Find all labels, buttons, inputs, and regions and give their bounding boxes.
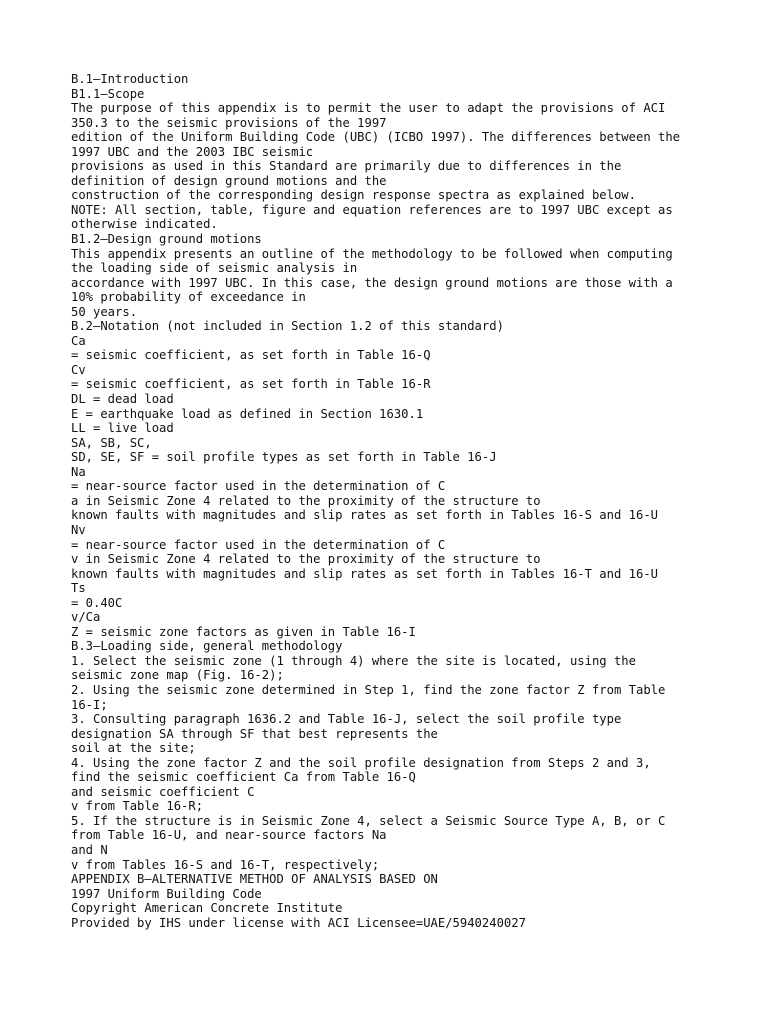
notation-symbol: Na [71, 464, 86, 479]
text-line: This appendix presents an outline of the methodology to be followed when computing [71, 246, 673, 261]
notation-symbol: Ts [71, 581, 86, 596]
step-line: and seismic coefficient C [71, 784, 255, 799]
notation-definition: E = earthquake load as defined in Section 1630.1 [71, 406, 424, 421]
text-line: 350.3 to the seismic provisions of the 1997 [71, 115, 387, 130]
notation-definition: = near-source factor used in the determination of C [71, 479, 446, 494]
heading-introduction: B.1—Introduction [71, 72, 189, 86]
notation-definition: known faults with magnitudes and slip rates as set forth in Tables 16-S and 16-U [71, 508, 658, 523]
document-page [71, 72, 711, 930]
step-line: find the seismic coefficient Ca from Table 16-Q [71, 770, 416, 785]
text-line: 1997 UBC and the 2003 IBC seismic [71, 144, 314, 159]
text-line: 50 years. [71, 304, 138, 319]
appendix-subtitle: 1997 Uniform Building Code [71, 886, 262, 901]
note-line: NOTE: All section, table, figure and equation references are to 1997 UBC except as [71, 202, 673, 217]
note-line: otherwise indicated. [71, 217, 218, 232]
notation-definition: DL = dead load [71, 392, 174, 407]
step-line: designation SA through SF that best represents the [71, 726, 438, 741]
text-line: definition of design ground motions and the [71, 173, 387, 188]
notation-definition: a in Seismic Zone 4 related to the proximity of the structure to [71, 493, 541, 508]
text-line: accordance with 1997 UBC. In this case, the design ground motions are those with a [71, 275, 673, 290]
text-line: the loading side of seismic analysis in [71, 261, 358, 276]
text-line: provisions as used in this Standard are primarily due to differences in the [71, 159, 622, 174]
notation-definition: = near-source factor used in the determination of C [71, 537, 446, 552]
notation-definition: LL = live load [71, 421, 174, 436]
text-line: edition of the Uniform Building Code (UBC) (ICBO 1997). The differences between the [71, 130, 681, 145]
notation-definition: SD, SE, SF = soil profile types as set forth in Table 16-J [71, 450, 497, 465]
notation-definition: Z = seismic zone factors as given in Table 16-I [71, 624, 416, 639]
text-line: The purpose of this appendix is to permit the user to adapt the provisions of ACI [71, 101, 666, 116]
notation-definition: = seismic coefficient, as set forth in Table 16-Q [71, 348, 431, 363]
heading-scope: B1.1—Scope [71, 86, 145, 101]
notation-definition: = seismic coefficient, as set forth in Table 16-R [71, 377, 431, 392]
heading-design-ground-motions: B1.2—Design ground motions [71, 232, 262, 247]
heading-notation: B.2—Notation (not included in Section 1.2 of this standard) [71, 319, 504, 334]
step-line: from Table 16-U, and near-source factors Na [71, 828, 387, 843]
notation-definition: v/Ca [71, 610, 101, 625]
notation-symbol: Ca [71, 333, 86, 348]
notation-definition: v in Seismic Zone 4 related to the proximity of the structure to [71, 552, 541, 567]
step-line: 16-I; [71, 697, 108, 712]
notation-symbol: SA, SB, SC, [71, 435, 152, 450]
license-line: Provided by IHS under license with ACI Licensee=UAE/5940240027 [71, 915, 526, 930]
text-line: 10% probability of exceedance in [71, 290, 306, 305]
step-line: v from Tables 16-S and 16-T, respectively; [71, 857, 380, 872]
step-line: seismic zone map (Fig. 16-2); [71, 668, 284, 683]
step-line: and N [71, 842, 108, 857]
notation-definition: known faults with magnitudes and slip rates as set forth in Tables 16-T and 16-U [71, 566, 658, 581]
notation-definition: = 0.40C [71, 595, 123, 610]
step-line: v from Table 16-R; [71, 799, 204, 814]
step-line: soil at the site; [71, 741, 196, 756]
notation-symbol: Cv [71, 362, 86, 377]
step-line: 4. Using the zone factor Z and the soil profile designation from Steps 2 and 3, [71, 755, 651, 770]
copyright-line: Copyright American Concrete Institute [71, 901, 343, 916]
notation-symbol: Nv [71, 522, 86, 537]
appendix-title: APPENDIX B—ALTERNATIVE METHOD OF ANALYSIS BASED ON [71, 872, 438, 887]
text-line: construction of the corresponding design response spectra as explained below. [71, 188, 636, 203]
step-line: 2. Using the seismic zone determined in Step 1, find the zone factor Z from Table [71, 682, 666, 697]
step-line: 5. If the structure is in Seismic Zone 4, select a Seismic Source Type A, B, or C [71, 813, 666, 828]
heading-loading-side: B.3—Loading side, general methodology [71, 639, 343, 654]
step-line: 3. Consulting paragraph 1636.2 and Table 16-J, select the soil profile type [71, 712, 622, 727]
step-line: 1. Select the seismic zone (1 through 4) where the site is located, using the [71, 653, 636, 668]
